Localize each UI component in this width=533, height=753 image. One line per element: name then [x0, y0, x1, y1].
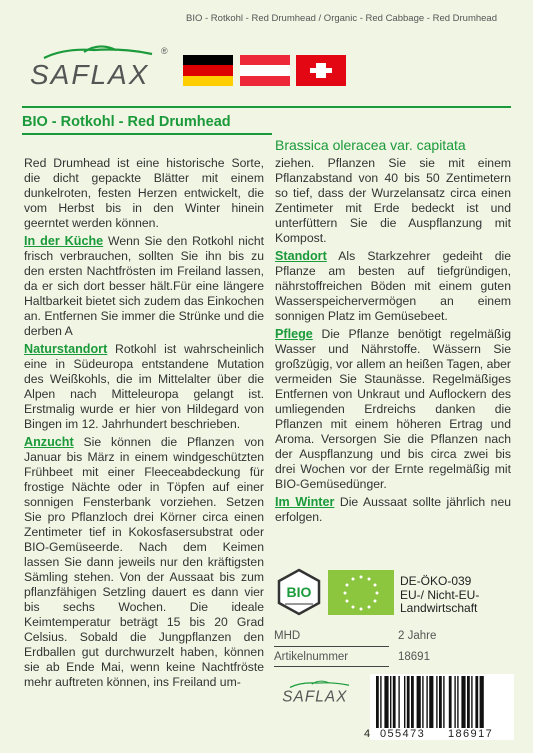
barcode-bar: [461, 676, 465, 728]
right-intro-text: ziehen. Pflanzen Sie sie mit einem Pflanzabstand von 40 bis 50 Zentimetern so tief, dass der Wurzelansatz circa einen Zentimeter mit Erde bedeckt ist und unterfüttern Sie die Auspflanzung mit Kompost.: [275, 156, 511, 245]
origin-line-1: EU-/ Nicht-EU-: [400, 587, 480, 602]
mhd-label: MHD: [274, 630, 301, 642]
barcode-bar: [422, 676, 423, 728]
product-title: BIO - Rotkohl - Red Drumhead: [22, 114, 231, 130]
barcode-bar: [426, 676, 427, 728]
barcode-bar: [443, 676, 444, 728]
barcode-bar: [417, 676, 421, 728]
winter-text: Die Aussaat sollte jährlich neu erfolgen.: [275, 495, 511, 524]
barcode-bar: [480, 676, 484, 728]
pflege-text: Die Pflanze benötigt regelmäßig Wasser und Nährstoffe. Wässern Sie großzügig, vor allem an heißen Tagen, aber vermeiden Sie Staunässe. Regelmäßiges Entfernen von Unkraut und Auflockern des umliegenden Erdreichs danken die Pflanzen mit einem höheren Ertrag und Aroma. Versorgen Sie die Pflanzen nach der Auspflanzung und bis circa zwei bis drei Wochen vor der Ernte regelmäßig mit BIO-Gemüsedünger.: [275, 327, 511, 491]
top-line: BIO - Rotkohl - Red Drumhead / Organic - Red Cabbage - Red Drumhead: [186, 13, 497, 24]
barcode-bar: [471, 676, 472, 728]
barcode-bar: [467, 676, 470, 728]
barcode-bar: [404, 676, 405, 728]
barcode-bar: [429, 676, 433, 728]
barcode-bar: [454, 676, 455, 728]
barcode-left-group: 055473: [380, 728, 426, 740]
barcode-first-digit: 4: [364, 728, 372, 740]
svg-text:®: ®: [161, 46, 168, 56]
naturstandort-heading: Naturstandort: [24, 342, 108, 356]
barcode-bar: [411, 676, 414, 728]
standort-text: Als Starkzehrer gedeiht die Pflanze am besten auf tiefgründigen, nährstoffreichen Böden mit einem guten Wasserspeichervermögen an einem sonnigen Platz im Gemüsebeet.: [275, 249, 512, 323]
standort-heading: Standort: [275, 249, 327, 263]
barcode-bar: [457, 676, 458, 728]
barcode-bar: [407, 676, 410, 728]
austria-flag: [240, 55, 290, 86]
intro-text: Red Drumhead ist eine historische Sorte, die dicht gepackte Blätter mit einem dunkelroten, festen Herzen entwickelt, die vom Herbst bis in den Winter hinein geerntet werden können.: [24, 156, 264, 230]
eco-code: DE-ÖKO-039: [400, 574, 472, 588]
pflege-heading: Pflege: [275, 327, 313, 341]
barcode-bars: [370, 676, 514, 730]
svg-text:SAFLAX: SAFLAX: [282, 688, 348, 706]
anzucht-heading: Anzucht: [24, 435, 74, 449]
origin-line-2: Landwirtschaft: [400, 601, 478, 615]
botanical-name: Brassica oleracea var. capitata: [275, 137, 466, 153]
kueche-heading: In der Küche: [24, 234, 104, 248]
barcode-bar: [376, 676, 379, 728]
title-underline: [22, 133, 272, 135]
barcode-bar: [449, 676, 452, 728]
barcode-bar: [398, 676, 399, 728]
barcode-right-group: 186917: [448, 728, 494, 740]
article-value: 18691: [398, 651, 430, 663]
mhd-value: 2 Jahre: [398, 630, 437, 642]
article-line: [274, 666, 389, 667]
switzerland-flag: [296, 55, 346, 86]
barcode-bar: [475, 676, 478, 728]
germany-flag: [183, 55, 233, 86]
mhd-line: [274, 646, 389, 647]
barcode-bar: [384, 676, 388, 728]
anzucht-text: Sie können die Pflanzen von Januar bis März in einem windgeschützten Frühbeet mit einer Fleeceabdeckung für frostige Nächte oder in Töpfen auf einer sonnigen Fensterbank vorziehen. Setzen Sie pro Pflanzloch drei Körner circa einen Zentimeter tief in Kokosfasersubstrat oder BIO-Gemüseerde. Nach dem Keimen lassen Sie dann jeweils nur den kräftigsten Sämling stehen. Von der Aussaat bis zum pflanzfähigen Setzling dauert es dann vier bis sechs Wochen. Die ideale Keimtemperatur beträgt 15 bis 20 Grad Celsius. Sobald die Jungpflanzen den Erdballen gut durchwurzelt haben, können sie ab Ende Mai, wenn keine Nachtfröste mehr auftreten können, ins Freiland um-: [24, 435, 264, 689]
eu-organic-leaf-icon: [328, 570, 394, 615]
winter-heading: Im Winter: [275, 495, 335, 509]
certification-text: [400, 575, 479, 616]
barcode-bar: [436, 676, 437, 728]
article-label: Artikelnummer: [274, 651, 349, 663]
right-column: [275, 156, 511, 528]
barcode-bar: [439, 676, 442, 728]
naturstandort-text: Rotkohl ist wahrscheinlich eine in Südeuropa entstandene Mutation des Weißkohls, die im Mittelalter über die Alpen nach Mitteleuropa gelangt ist. Erstmalig wurde er hier von Hildegard von Bingen im 12. Jahrhundert beschrieben.: [24, 342, 264, 431]
divider: [22, 106, 511, 108]
saflax-small-logo: [279, 673, 361, 715]
left-column: [24, 156, 264, 693]
svg-text:BIO: BIO: [286, 584, 312, 600]
kueche-text: Wenn Sie den Rotkohl nicht frisch verbrauchen, sollten Sie ihn bis zu den ersten Nachtfrösten im Freiland lassen, da er sich dort besser hält.Für eine längere Haltbarkeit bietet sich zudem das Einkochen an. Entfernen Sie immer die Strünke und die derben A: [24, 234, 265, 338]
bio-seal-icon: [275, 568, 323, 616]
svg-text:SAFLAX: SAFLAX: [30, 59, 150, 90]
saflax-logo: [24, 40, 174, 100]
barcode-bar: [390, 676, 391, 728]
barcode-bar: [380, 676, 381, 728]
barcode-bar: [393, 676, 396, 728]
